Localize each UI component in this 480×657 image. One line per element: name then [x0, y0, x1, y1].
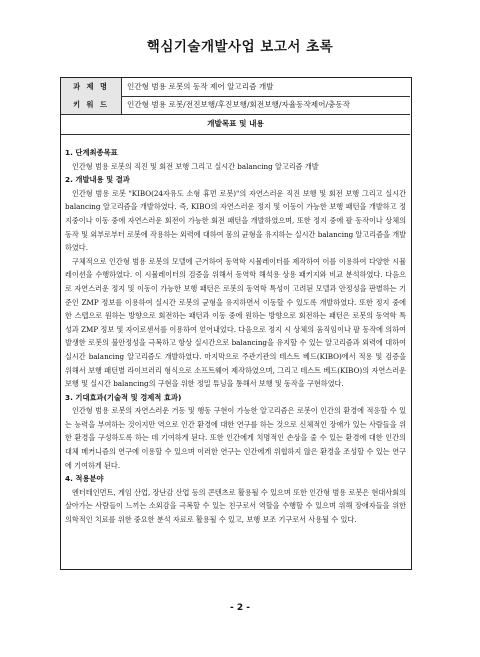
- section-4-heading: 4. 적용분야: [65, 474, 104, 484]
- project-name-label: 과 제 명: [61, 78, 122, 96]
- section-4-paragraph: 엔터테인먼트, 게임 산업, 장난감 산업 등의 콘텐츠로 활용될 수 있으며 또한 인간형 범용 로봇은 현대사회의 살아가는 사람들이 느끼는 소외감을 극복할 수 있는 친구로서 역할을 수행할 수 있으며 위해 장애자들을 위한 의학적인 치료를 위한 중요한 분석 자료로 활용될 수 있고, 보행 보조 기구로서 사용될 수 있다.: [65, 487, 406, 525]
- keywords-value: 인간형 범용 로봇/전진보행/후진보행/회전보행/자율동작제어/충동작: [127, 100, 351, 109]
- section-1-paragraph: 인간형 범용 로봇의 직진 및 회전 보행 그리고 실시간 balancing 알고리즘 개발: [72, 161, 319, 171]
- section-title: 개발목표 및 내용: [61, 114, 410, 135]
- abstract-body: [65, 146, 406, 527]
- section-1-heading: 1. 단계최종목표: [65, 148, 118, 157]
- page-number: - 2 -: [230, 603, 250, 613]
- project-name-row: [61, 78, 410, 97]
- section-2-heading: 2. 개발내용 및 결과: [65, 175, 130, 185]
- section-3-heading: 3. 기대효과(기술적 및 경제적 효과): [65, 392, 182, 402]
- section-2-paragraph-1: 인간형 범용 로봇 "KIBO(24자유도 소형 휴먼 로봇)"의 자연스러운 직진 보행 및 회전 보행 그리고 실시간 balancing 알고리즘을 개발하였다. 즉, KIBO의 자연스러운 정지 및 이동이 가능한 보행 패턴을 개발하고 정지중이나 이동 중에 자연스러운 회전이 가능한 회전 패턴을 개발하였으며, 또한 정지 중에 팔 동작이나 상체의 동작 및 외부로부터 로봇에 작용하는 외력에 대하여 몸의 균형을 유지하는 실시간 balancing 알고리즘을 개발하였다.: [65, 188, 406, 253]
- project-name-value: 인간형 범용 로봇의 동작 제어 알고리즘 개발: [127, 82, 274, 91]
- section-2-paragraph-2: 구체적으로 인간형 범용 로봇의 모델에 근거하여 동역학 시뮬레이터를 제작하여 이를 이용하여 다양한 시뮬레이션을 수행하였다. 이 시뮬레이터의 검증을 위해서 동역학 해석용 상용 패키지와 비교 분석하였다. 다음으로 자연스러운 정지 및 이동이 가능한 보행 패턴은 로봇의 동역학 특성이 고려된 모델과 안정성을 판별하는 기준인 ZMP 정보를 이용하여 실시간 로봇의 균형을 유지하면서 이동할 수 있도록 개발하였다. 또한 정지 중에 한 스텝으로 원하는 방향으로 회전하는 패턴과 이동 중에 원하는 방향으로 회전하는 패턴은 로봇의 동역학 특성과 ZMP 정보 및 자이로센서를 이용하여 얻어내었다. 다음으로 정지 시 상체의 움직임이나 팔 동작에 의하여 발생한 로봇의 불안정성을 극복하고 항상 실시간으로 balancing을 유지할 수 있는 알고리즘과 외력에 대하여 실시간 balancing 알고리즘도 개발하였다. 마지막으로 주관기관의 테스트 베드(KIBO)에서 적용 및 검증을 위해서 보행 패턴별 라이브러리 형식으로 소프트웨어 제작하였으며, 그리고 테스트 베드(KIBO)의 자연스러운 보행 및 실시간 balancing의 구현을 위한 정밀 튜닝을 통해서 보행 및 동작을 구현하였다.: [65, 256, 406, 389]
- section-3-paragraph: 인간형 범용 로봇의 자연스러운 거동 및 행동 구현이 가능한 알고리즘은 로봇이 인간의 환경에 적응할 수 있는 능력을 부여하는 것이지만 역으로 인간 환경에 대한 연구를 하는 것으로 신체적인 장애가 있는 사람들을 위한 환경을 구성하도록 하는 데 기여하게 된다. 또한 인간에게 치명적인 손상을 줄 수 있는 환경에 대한 인간의 대체 메커니즘의 연구에 이용할 수 있으며 이러한 연구는 인간에게 위협하지 않은 환경을 조성할 수 있는 연구에 기여하게 된다.: [65, 406, 406, 470]
- keywords-row: [61, 96, 410, 115]
- abstract-frame: [60, 77, 412, 570]
- document-title: 핵심기술개발사업 보고서 초록: [146, 39, 334, 55]
- keywords-label: 키 워 드: [61, 96, 122, 114]
